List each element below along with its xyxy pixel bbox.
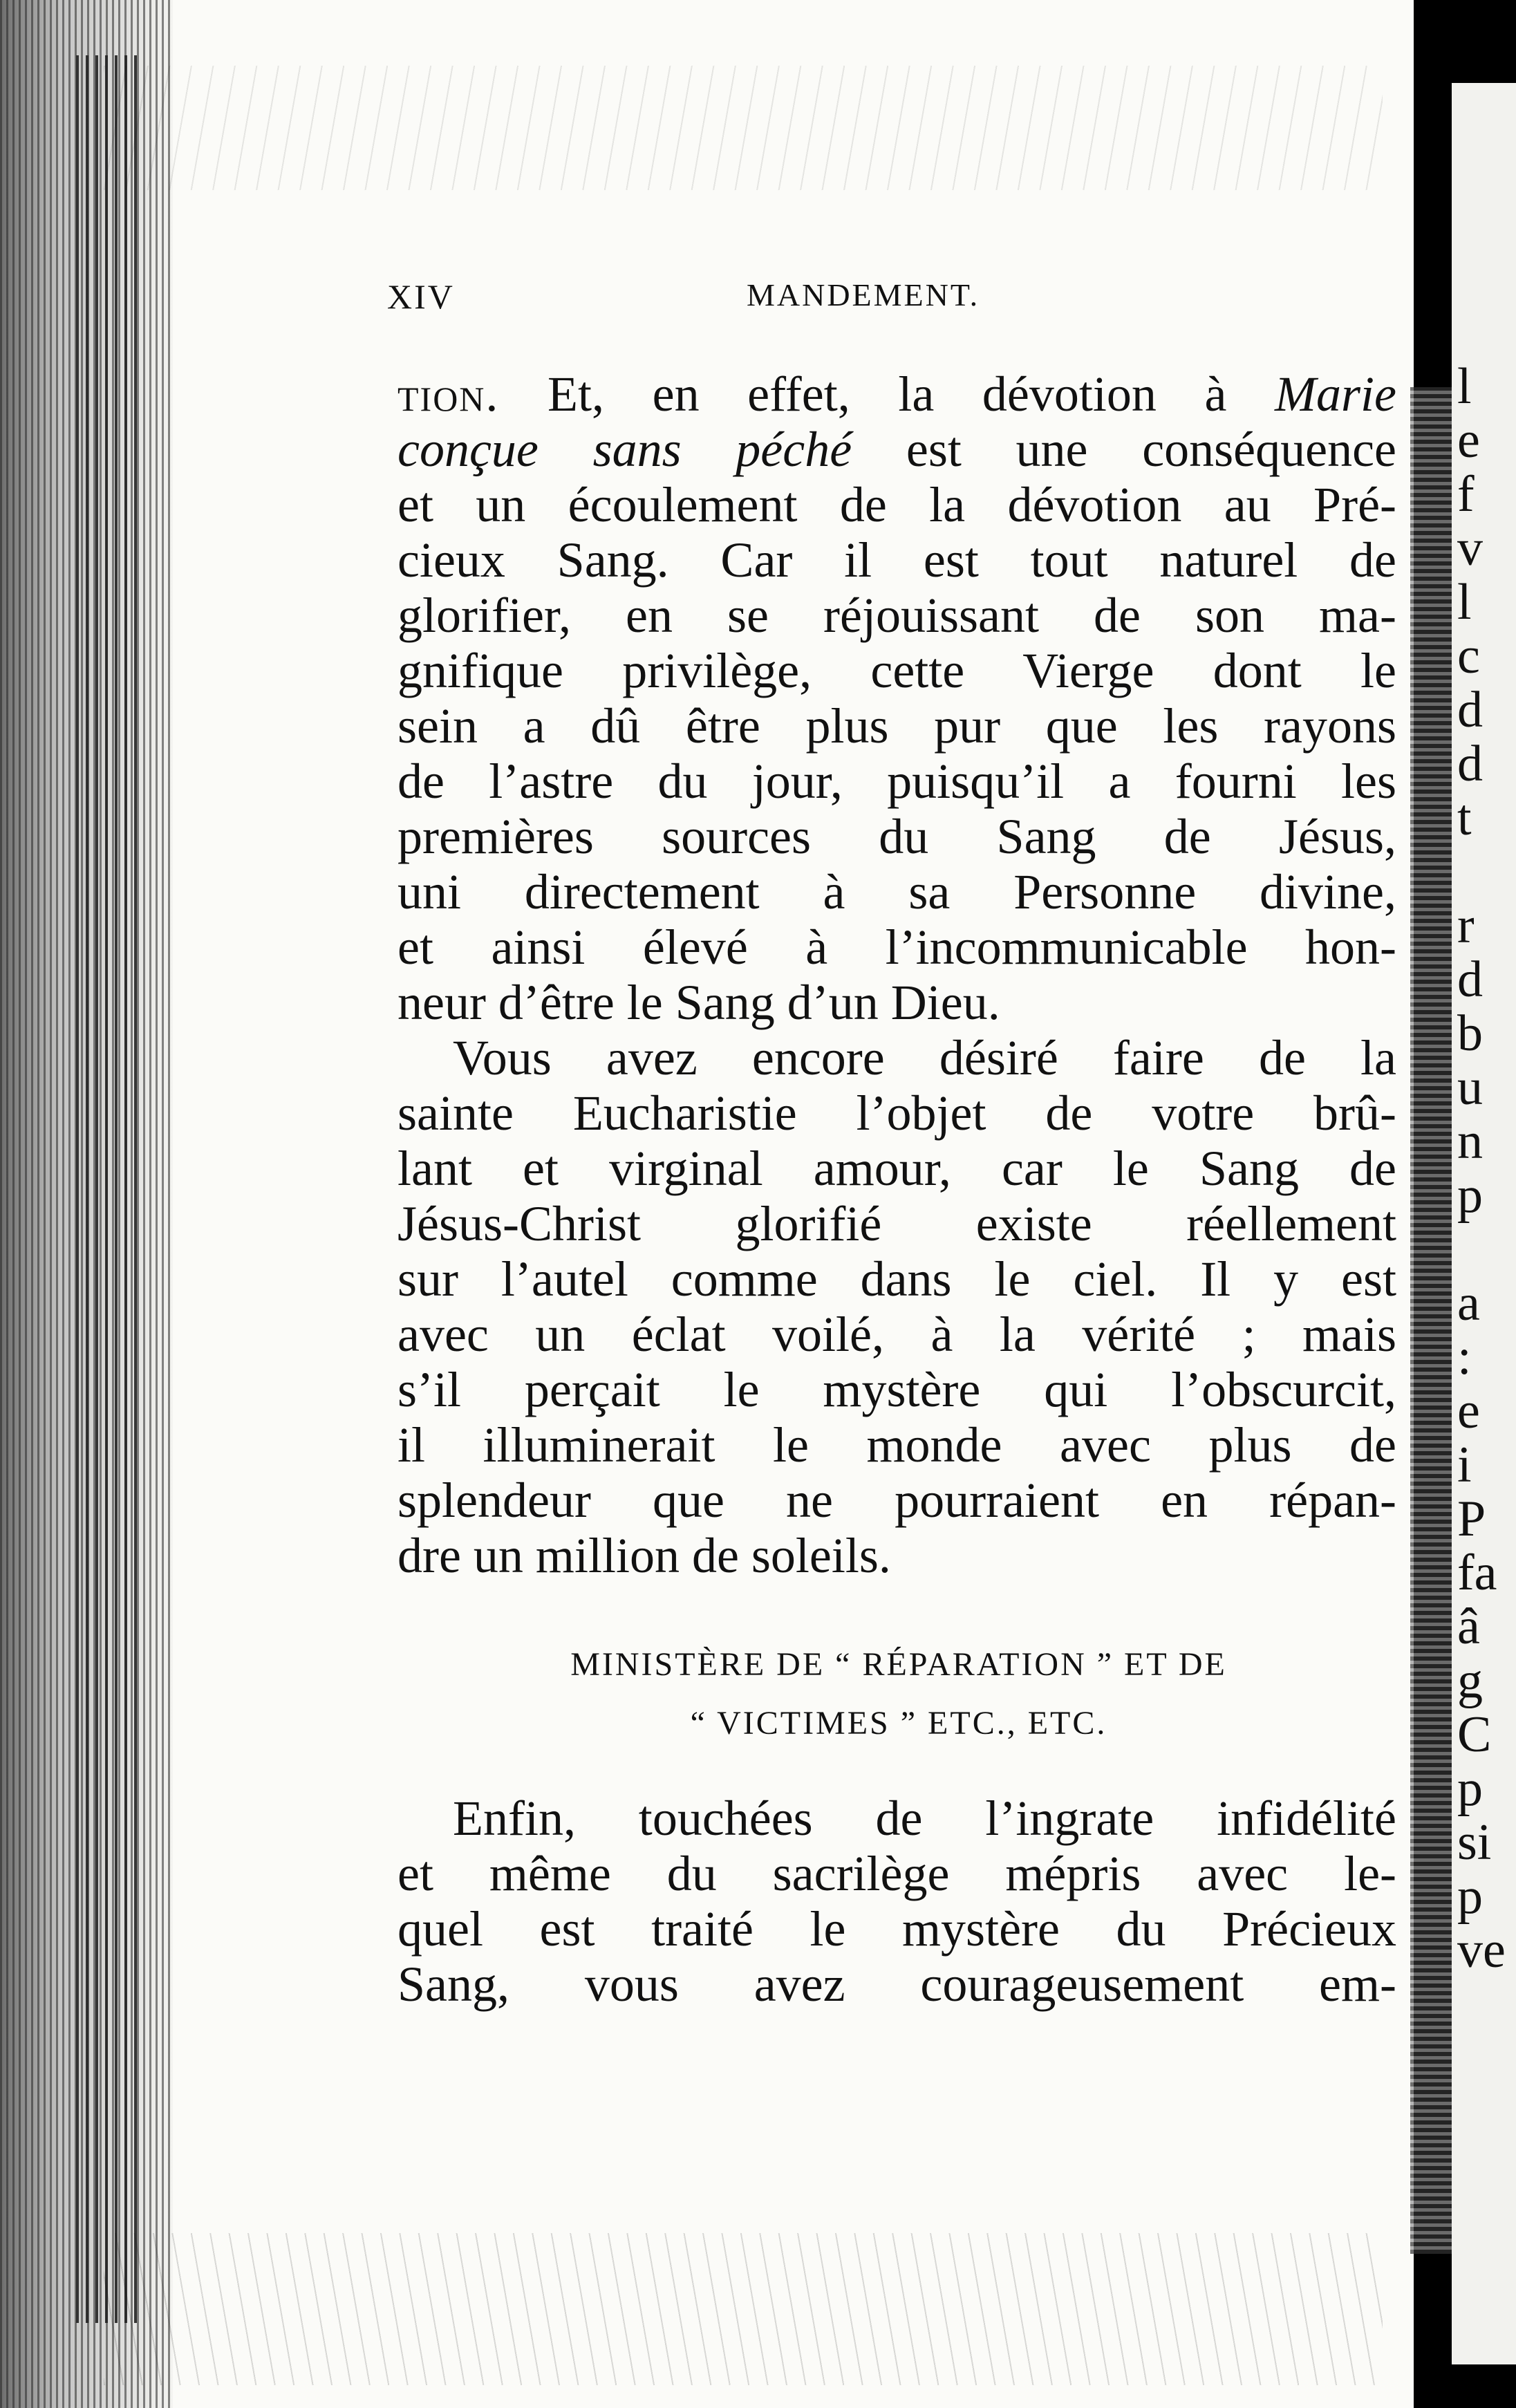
text-line: sur l’autel comme dans le ciel. Il y est: [397, 1251, 1396, 1307]
text-line: gnifique privilège, cette Vierge dont le: [397, 643, 1396, 698]
paragraph-3: [397, 1791, 1396, 2012]
section-heading-line-1: MINISTÈRE DE “ RÉPARATION ” ET DE: [570, 1646, 1227, 1683]
text-line: cieux Sang. Car il est tout naturel de: [397, 532, 1396, 588]
text-line: s’il perçait le mystère qui l’obscurcit,: [397, 1362, 1396, 1417]
text-line: glorifier, en se réjouissant de son ma-: [397, 588, 1396, 643]
line-text: Et, en effet, la dévotion à: [499, 366, 1275, 422]
binding-lines: [76, 55, 138, 2323]
facing-page-text: l e f v l c d d t r d b u n p a : e i P fa â g C p si p ve: [1457, 358, 1506, 1979]
text-line: Jésus-Christ glorifié existe réellement: [397, 1196, 1396, 1251]
text-line: et un écoulement de la dévotion au Pré-: [397, 477, 1396, 532]
text-line: et même du sacrilège mépris avec le-: [397, 1846, 1396, 1901]
scan-noise-top: [104, 66, 1383, 190]
line-text: est une conséquence: [852, 422, 1396, 477]
text-line: sein a dû être plus pur que les rayons: [397, 698, 1396, 754]
text-line: premières sources du Sang de Jésus,: [397, 809, 1396, 864]
text-line: splendeur que ne pourraient en répan-: [397, 1473, 1396, 1528]
section-heading-line-2: “ VICTIMES ” ETC., ETC.: [690, 1705, 1107, 1742]
text-line: neur d’être le Sang d’un Dieu.: [397, 975, 1000, 1030]
text-line: il illuminerait le monde avec plus de: [397, 1417, 1396, 1473]
small-caps-word: tion.: [397, 366, 500, 422]
text-line: Vous avez encore désiré faire de la: [453, 1030, 1396, 1085]
paragraph-1: [397, 366, 1396, 1583]
text-line: Enfin, touchées de l’ingrate infidélité: [453, 1791, 1396, 1846]
text-line: lant et virginal amour, car le Sang de: [397, 1141, 1396, 1196]
page-number: XIV: [387, 277, 455, 316]
text-line: et ainsi élevé à l’incommunicable hon-: [397, 920, 1396, 975]
text-line: uni directement à sa Personne divine,: [397, 864, 1396, 920]
running-title: MANDEMENT.: [747, 277, 980, 312]
text-line: dre un million de soleils.: [397, 1528, 891, 1583]
text-line: sainte Eucharistie l’objet de votre brû-: [397, 1085, 1396, 1141]
text-line: Sang, vous avez courageusement em-: [397, 1957, 1396, 2012]
italic-text: conçue sans péché: [397, 422, 852, 477]
text-line: de l’astre du jour, puisqu’il a fourni les: [397, 754, 1396, 809]
page-edge-shadow: [1410, 387, 1452, 2254]
text-line: quel est traité le mystère du Précieux: [397, 1901, 1396, 1957]
running-head: [387, 277, 1410, 325]
italic-text: Marie: [1275, 366, 1396, 422]
text-line: avec un éclat voilé, à la vérité ; mais: [397, 1307, 1396, 1362]
text-line: [397, 366, 1396, 422]
scan-noise-bottom: [104, 2233, 1383, 2385]
text-line: [397, 422, 1396, 477]
